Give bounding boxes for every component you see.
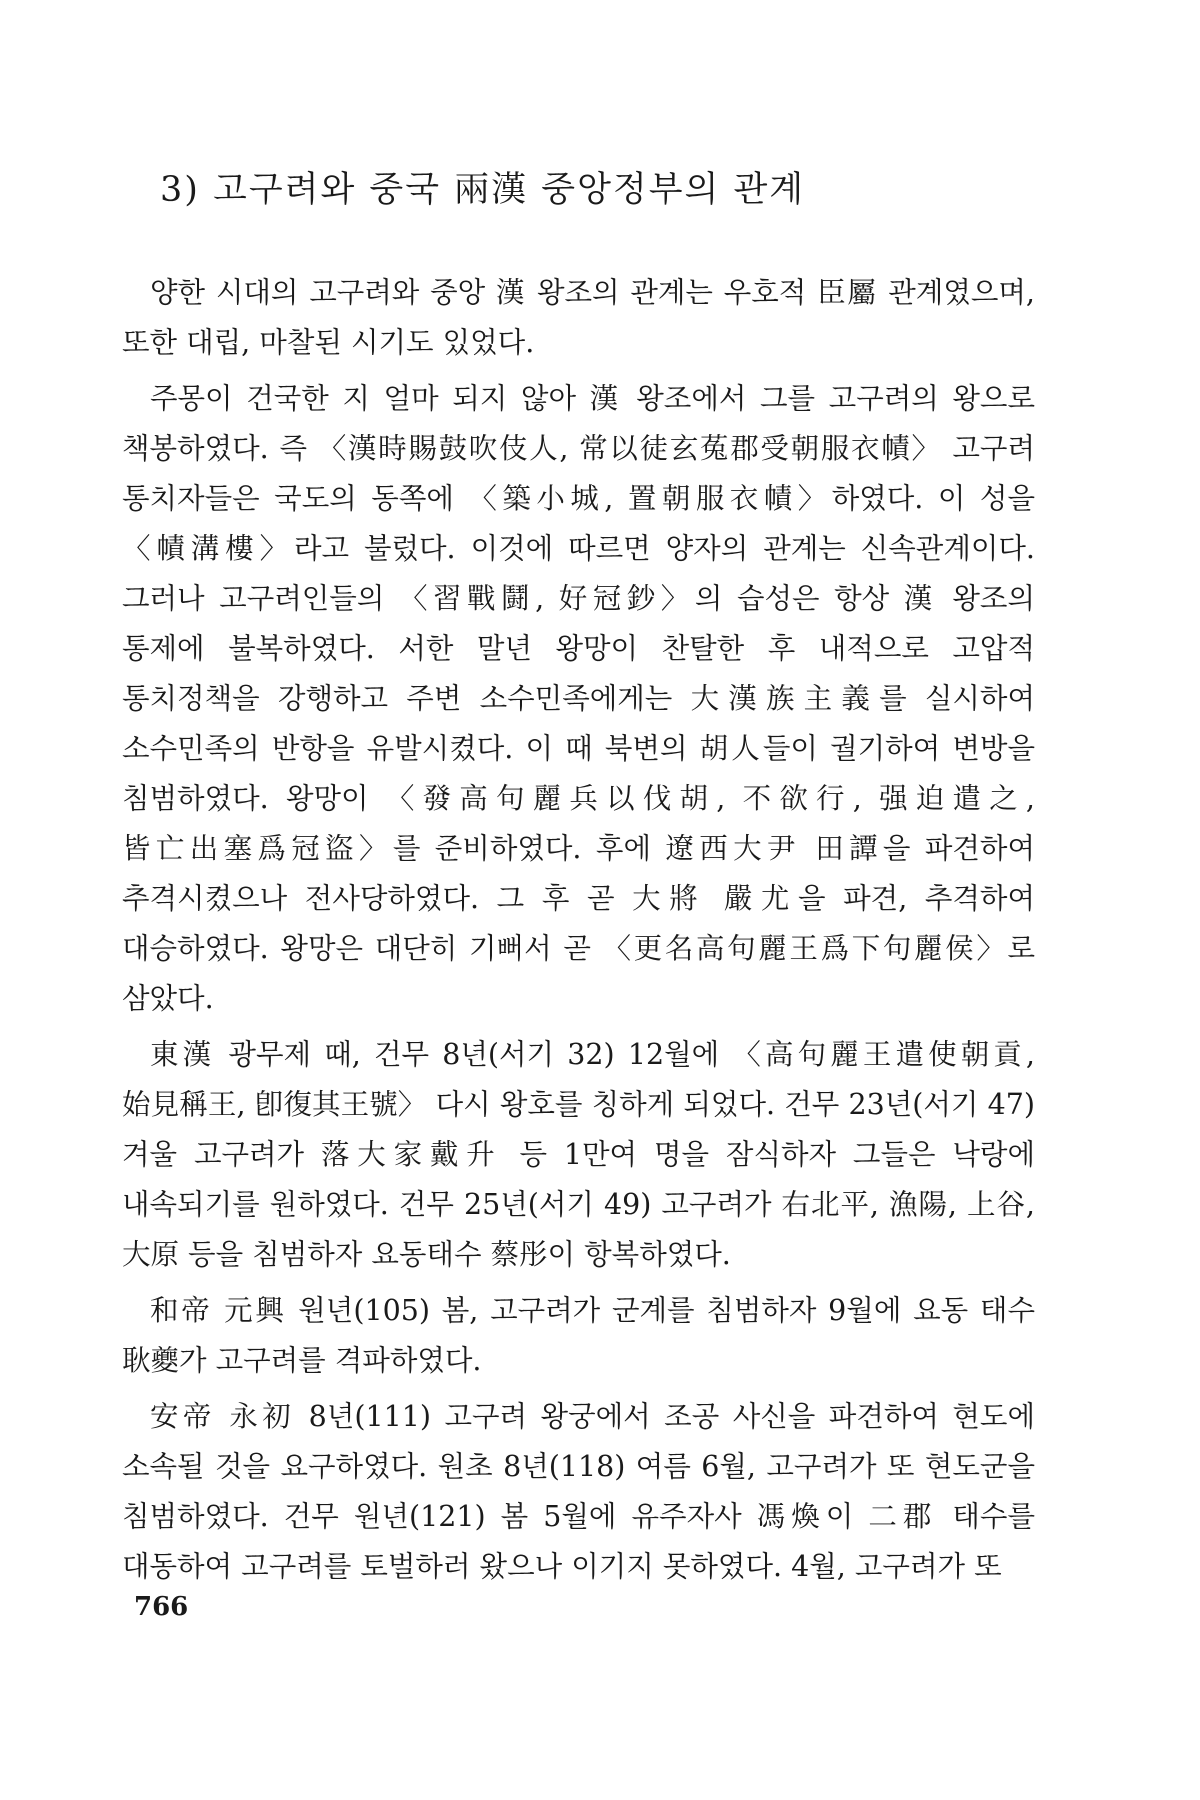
paragraph: 주몽이 건국한 지 얼마 되지 않아 漢 왕조에서 그를 고구려의 왕으로 책봉하였다. 즉 〈漢時賜鼓吹伎人, 常以徒玄菟郡受朝服衣幘〉 고구려 통치자들은 국도의 동쪽에 〈築小城, 置朝服衣幘〉하였다. 이 성을 〈幘溝樓〉라고 불렀다. 이것에 따르면 양자의 관계는 신속관계이다. 그러나 고구려인들의 〈習戰鬪, 好冠鈔〉의 습성은 항상 漢 왕조의 통제에 불복하였다. 서한 말년 왕망이 찬탈한 후 내적으로 고압적 통치정책을 강행하고 주변 소수민족에게는 大漢族主義를 실시하여 소수민족의 반항을 유발시켰다. 이 때 북변의 胡人들이 궐기하여 변방을 침범하였다. 왕망이 〈發高句麗兵以伐胡, 不欲行, 强迫遣之, 皆亡出塞爲冠盜〉를 준비하였다. 후에 遼西大尹 田譚을 파견하여 추격시켰으나 전사당하였다. 그 후 곧 大將 嚴尤을 파견, 추격하여 대승하였다. 왕망은 대단히 기뻐서 곧 〈更名高句麗王爲下句麗侯〉로 삼았다. — [122, 382, 1035, 1015]
paragraph: 安帝 永初 8년(111) 고구려 왕궁에서 조공 사신을 파견하여 현도에 소속될 것을 요구하였다. 원초 8년(118) 여름 6월, 고구려가 또 현도군을 침범하였다. 건무 원년(121) 봄 5월에 유주자사 馮煥이 二郡 태수를 대동하여 고구려를 토벌하러 왔으나 이기지 못하였다. 4월, 고구려가 또 — [122, 1400, 1035, 1583]
paragraph: 東漢 광무제 때, 건무 8년(서기 32) 12월에 〈高句麗王遣使朝貢, 始見稱王, 卽復其王號〉 다시 왕호를 칭하게 되었다. 건무 23년(서기 47) 겨울 고구려가 落大家戴升 등 1만여 명을 잠식하자 그들은 낙랑에 내속되기를 원하였다. 건무 25년(서기 49) 고구려가 右北平, 漁陽, 上谷, 大原 등을 침범하자 요동태수 蔡彤이 항복하였다. — [122, 1038, 1036, 1271]
paragraph: 和帝 元興 원년(105) 봄, 고구려가 군계를 침범하자 9월에 요동 태수 耿夔가 고구려를 격파하였다. — [122, 1294, 1035, 1377]
paragraph: 양한 시대의 고구려와 중앙 漢 왕조의 관계는 우호적 臣屬 관계였으며, 또한 대립, 마찰된 시기도 있었다. — [122, 276, 1035, 359]
body-text — [122, 268, 1035, 1598]
page-number: 766 — [134, 1592, 189, 1622]
section-heading: 3) 고구려와 중국 兩漢 중앙정부의 관계 — [160, 170, 806, 210]
